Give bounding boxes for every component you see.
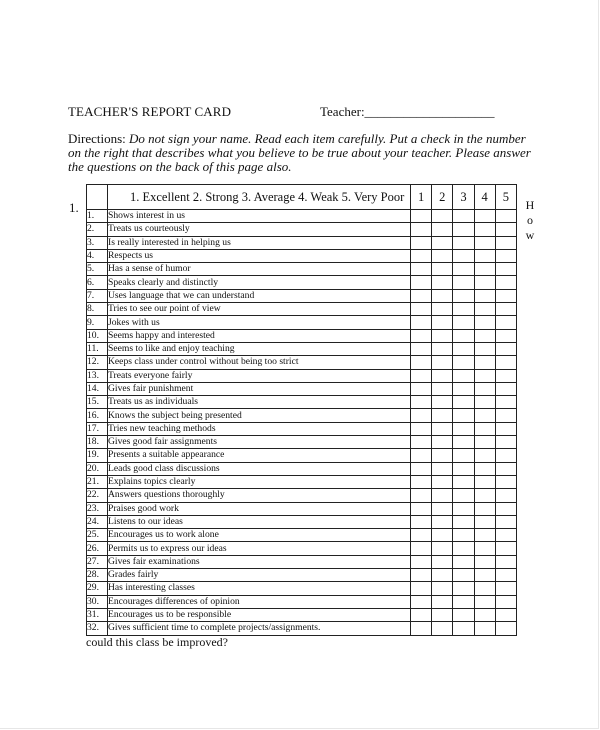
rating-checkbox-cell[interactable]	[411, 263, 432, 276]
item-number: 3.	[87, 236, 108, 249]
rating-checkbox-cell[interactable]	[411, 475, 432, 488]
rating-checkbox-cell[interactable]	[432, 569, 453, 582]
rating-checkbox-cell[interactable]	[495, 422, 516, 435]
item-number: 21.	[87, 475, 108, 488]
item-statement: Gives sufficient time to complete projects/assignments.	[108, 622, 411, 635]
table-row	[87, 529, 517, 542]
item-number: 30.	[87, 595, 108, 608]
rating-checkbox-cell[interactable]	[453, 276, 474, 289]
rating-checkbox-cell[interactable]	[474, 582, 495, 595]
item-statement: Respects us	[108, 249, 411, 262]
rating-checkbox-cell[interactable]	[432, 608, 453, 621]
item-statement: Encourages us to work alone	[108, 529, 411, 542]
rating-checkbox-cell[interactable]	[495, 223, 516, 236]
rating-column-header: 2	[432, 185, 453, 210]
item-number: 24.	[87, 515, 108, 528]
rating-checkbox-cell[interactable]	[495, 369, 516, 382]
rating-checkbox-cell[interactable]	[411, 582, 432, 595]
item-statement: Gives fair punishment	[108, 382, 411, 395]
rating-checkbox-cell[interactable]	[495, 622, 516, 635]
rating-checkbox-cell[interactable]	[474, 595, 495, 608]
rating-checkbox-cell[interactable]	[453, 489, 474, 502]
rating-checkbox-cell[interactable]	[495, 263, 516, 276]
rating-checkbox-cell[interactable]	[411, 289, 432, 302]
rating-checkbox-cell[interactable]	[474, 502, 495, 515]
table-row	[87, 276, 517, 289]
item-statement: Tries new teaching methods	[108, 422, 411, 435]
rating-checkbox-cell[interactable]	[495, 329, 516, 342]
item-number: 2.	[87, 223, 108, 236]
rating-checkbox-cell[interactable]	[411, 529, 432, 542]
rating-table-body	[87, 210, 517, 636]
table-row	[87, 622, 517, 635]
item-statement: Gives good fair assignments	[108, 436, 411, 449]
item-statement: Presents a suitable appearance	[108, 449, 411, 462]
table-row	[87, 555, 517, 568]
rating-checkbox-cell[interactable]	[411, 369, 432, 382]
rating-checkbox-cell[interactable]	[474, 489, 495, 502]
rating-checkbox-cell[interactable]	[453, 236, 474, 249]
rating-checkbox-cell[interactable]	[474, 569, 495, 582]
rating-checkbox-cell[interactable]	[495, 210, 516, 223]
question-number: 1.	[69, 200, 79, 215]
table-row	[87, 475, 517, 488]
rating-checkbox-cell[interactable]	[453, 569, 474, 582]
rating-checkbox-cell[interactable]	[474, 289, 495, 302]
item-number: 17.	[87, 422, 108, 435]
rating-checkbox-cell[interactable]	[474, 555, 495, 568]
rating-checkbox-cell[interactable]	[432, 356, 453, 369]
item-statement: Treats everyone fairly	[108, 369, 411, 382]
rating-checkbox-cell[interactable]	[474, 210, 495, 223]
rating-checkbox-cell[interactable]	[453, 422, 474, 435]
item-number: 16.	[87, 409, 108, 422]
rating-checkbox-cell[interactable]	[495, 555, 516, 568]
table-row	[87, 303, 517, 316]
rating-checkbox-cell[interactable]	[432, 303, 453, 316]
item-statement: Treats us courteously	[108, 223, 411, 236]
item-statement: Is really interested in helping us	[108, 236, 411, 249]
rating-checkbox-cell[interactable]	[453, 342, 474, 355]
rating-checkbox-cell[interactable]	[474, 276, 495, 289]
rating-column-header: 3	[453, 185, 474, 210]
table-row	[87, 223, 517, 236]
rating-checkbox-cell[interactable]	[453, 502, 474, 515]
item-statement: Speaks clearly and distinctly	[108, 276, 411, 289]
rating-checkbox-cell[interactable]	[474, 382, 495, 395]
rating-checkbox-cell[interactable]	[474, 236, 495, 249]
rating-checkbox-cell[interactable]	[474, 316, 495, 329]
item-number: 29.	[87, 582, 108, 595]
rating-checkbox-cell[interactable]	[432, 409, 453, 422]
rating-checkbox-cell[interactable]	[453, 409, 474, 422]
rating-checkbox-cell[interactable]	[495, 236, 516, 249]
item-number: 5.	[87, 263, 108, 276]
side-letter: w	[525, 228, 535, 242]
rating-column-header: 5	[495, 185, 516, 210]
rating-checkbox-cell[interactable]	[411, 515, 432, 528]
rating-checkbox-cell[interactable]	[474, 622, 495, 635]
rating-checkbox-cell[interactable]	[474, 515, 495, 528]
item-statement: Grades fairly	[108, 569, 411, 582]
item-statement: Has a sense of humor	[108, 263, 411, 276]
table-row	[87, 329, 517, 342]
rating-checkbox-cell[interactable]	[453, 263, 474, 276]
rating-checkbox-cell[interactable]	[411, 303, 432, 316]
item-statement: Answers questions thoroughly	[108, 489, 411, 502]
rating-checkbox-cell[interactable]	[411, 555, 432, 568]
item-statement: Seems to like and enjoy teaching	[108, 342, 411, 355]
table-row	[87, 595, 517, 608]
table-row	[87, 289, 517, 302]
rating-checkbox-cell[interactable]	[474, 263, 495, 276]
table-row	[87, 489, 517, 502]
rating-checkbox-cell[interactable]	[411, 608, 432, 621]
report-card-title: TEACHER'S REPORT CARD	[68, 104, 232, 119]
rating-checkbox-cell[interactable]	[495, 542, 516, 555]
rating-checkbox-cell[interactable]	[495, 289, 516, 302]
rating-checkbox-cell[interactable]	[474, 475, 495, 488]
rating-checkbox-cell[interactable]	[474, 369, 495, 382]
rating-checkbox-cell[interactable]	[453, 356, 474, 369]
item-number: 22.	[87, 489, 108, 502]
item-number: 13.	[87, 369, 108, 382]
table-row	[87, 316, 517, 329]
side-letter: o	[527, 213, 533, 227]
rating-checkbox-cell[interactable]	[432, 210, 453, 223]
table-row	[87, 236, 517, 249]
rating-checkbox-cell[interactable]	[432, 489, 453, 502]
side-question-word	[525, 198, 535, 243]
rating-checkbox-cell[interactable]	[453, 595, 474, 608]
rating-checkbox-cell[interactable]	[432, 422, 453, 435]
rating-checkbox-cell[interactable]	[453, 396, 474, 409]
rating-checkbox-cell[interactable]	[453, 515, 474, 528]
item-number: 25.	[87, 529, 108, 542]
table-row	[87, 515, 517, 528]
rating-checkbox-cell[interactable]	[474, 436, 495, 449]
item-statement: Uses language that we can understand	[108, 289, 411, 302]
table-row	[87, 263, 517, 276]
rating-checkbox-cell[interactable]	[411, 396, 432, 409]
item-statement: Encourages us to be responsible	[108, 608, 411, 621]
rating-checkbox-cell[interactable]	[495, 316, 516, 329]
rating-checkbox-cell[interactable]	[495, 595, 516, 608]
item-statement: Permits us to express our ideas	[108, 542, 411, 555]
rating-checkbox-cell[interactable]	[411, 569, 432, 582]
item-number: 31.	[87, 608, 108, 621]
rating-checkbox-cell[interactable]	[432, 436, 453, 449]
rating-checkbox-cell[interactable]	[432, 515, 453, 528]
improvement-question: could this class be improved?	[86, 635, 228, 649]
rating-checkbox-cell[interactable]	[411, 316, 432, 329]
rating-checkbox-cell[interactable]	[432, 529, 453, 542]
table-row	[87, 582, 517, 595]
item-number: 32.	[87, 622, 108, 635]
rating-checkbox-cell[interactable]	[432, 449, 453, 462]
item-statement: Explains topics clearly	[108, 475, 411, 488]
rating-checkbox-cell[interactable]	[474, 409, 495, 422]
rating-checkbox-cell[interactable]	[411, 595, 432, 608]
table-row	[87, 356, 517, 369]
table-row	[87, 422, 517, 435]
item-statement: Knows the subject being presented	[108, 409, 411, 422]
item-number: 23.	[87, 502, 108, 515]
table-row	[87, 409, 517, 422]
item-statement: Tries to see our point of view	[108, 303, 411, 316]
rating-checkbox-cell[interactable]	[495, 529, 516, 542]
rating-checkbox-cell[interactable]	[495, 515, 516, 528]
rating-checkbox-cell[interactable]	[411, 329, 432, 342]
item-number: 7.	[87, 289, 108, 302]
rating-checkbox-cell[interactable]	[453, 303, 474, 316]
item-statement: Gives fair examinations	[108, 555, 411, 568]
rating-checkbox-cell[interactable]	[495, 449, 516, 462]
rating-checkbox-cell[interactable]	[474, 449, 495, 462]
rating-checkbox-cell[interactable]	[432, 382, 453, 395]
rating-table	[86, 184, 517, 636]
rating-checkbox-cell[interactable]	[453, 555, 474, 568]
rating-checkbox-cell[interactable]	[432, 223, 453, 236]
item-statement: Shows interest in us	[108, 210, 411, 223]
rating-column-header: 1	[411, 185, 432, 210]
item-statement: Leads good class discussions	[108, 462, 411, 475]
rating-checkbox-cell[interactable]	[432, 582, 453, 595]
table-row	[87, 502, 517, 515]
directions-lead: Directions:	[68, 131, 130, 146]
rating-checkbox-cell[interactable]	[474, 542, 495, 555]
rating-checkbox-cell[interactable]	[432, 502, 453, 515]
rating-checkbox-cell[interactable]	[432, 555, 453, 568]
rating-checkbox-cell[interactable]	[474, 329, 495, 342]
side-letter: H	[525, 198, 535, 212]
rating-checkbox-cell[interactable]	[474, 249, 495, 262]
table-row	[87, 342, 517, 355]
rating-checkbox-cell[interactable]	[474, 396, 495, 409]
rating-checkbox-cell[interactable]	[432, 542, 453, 555]
rating-checkbox-cell[interactable]	[411, 436, 432, 449]
rating-checkbox-cell[interactable]	[495, 249, 516, 262]
rating-checkbox-cell[interactable]	[453, 449, 474, 462]
rating-checkbox-cell[interactable]	[432, 369, 453, 382]
item-number: 10.	[87, 329, 108, 342]
rating-checkbox-cell[interactable]	[495, 475, 516, 488]
item-number: 4.	[87, 249, 108, 262]
rating-checkbox-cell[interactable]	[432, 316, 453, 329]
item-number: 8.	[87, 303, 108, 316]
table-row	[87, 608, 517, 621]
rating-checkbox-cell[interactable]	[411, 342, 432, 355]
rating-checkbox-cell[interactable]	[411, 382, 432, 395]
rating-checkbox-cell[interactable]	[474, 356, 495, 369]
directions-text: Do not sign your name. Read each item carefully. Put a check in the number on the right that describes what you believe to be true about your teacher. Please answer the questions on the back of this page also.	[68, 131, 531, 174]
rating-checkbox-cell[interactable]	[411, 422, 432, 435]
rating-checkbox-cell[interactable]	[411, 409, 432, 422]
rating-checkbox-cell[interactable]	[411, 249, 432, 262]
item-statement: Has interesting classes	[108, 582, 411, 595]
rating-checkbox-cell[interactable]	[411, 622, 432, 635]
rating-checkbox-cell[interactable]	[432, 462, 453, 475]
rating-checkbox-cell[interactable]	[453, 382, 474, 395]
rating-checkbox-cell[interactable]	[411, 276, 432, 289]
rating-checkbox-cell[interactable]	[495, 276, 516, 289]
item-number: 15.	[87, 396, 108, 409]
rating-checkbox-cell[interactable]	[495, 409, 516, 422]
table-row	[87, 436, 517, 449]
item-number: 26.	[87, 542, 108, 555]
rating-checkbox-cell[interactable]	[495, 569, 516, 582]
item-statement: Keeps class under control without being too strict	[108, 356, 411, 369]
header-blank-cell	[87, 185, 108, 210]
item-number: 27.	[87, 555, 108, 568]
rating-checkbox-cell[interactable]	[411, 489, 432, 502]
rating-checkbox-cell[interactable]	[453, 210, 474, 223]
item-statement: Jokes with us	[108, 316, 411, 329]
rating-checkbox-cell[interactable]	[453, 529, 474, 542]
rating-checkbox-cell[interactable]	[453, 223, 474, 236]
rating-checkbox-cell[interactable]	[411, 210, 432, 223]
rating-checkbox-cell[interactable]	[474, 422, 495, 435]
item-statement: Seems happy and interested	[108, 329, 411, 342]
item-number: 6.	[87, 276, 108, 289]
rating-checkbox-cell[interactable]	[495, 436, 516, 449]
rating-checkbox-cell[interactable]	[474, 342, 495, 355]
table-row	[87, 462, 517, 475]
rating-scale-label: 1. Excellent 2. Strong 3. Average 4. Weak 5. Very Poor	[108, 185, 411, 210]
item-number: 20.	[87, 462, 108, 475]
item-number: 28.	[87, 569, 108, 582]
rating-checkbox-cell[interactable]	[453, 329, 474, 342]
rating-checkbox-cell[interactable]	[432, 249, 453, 262]
rating-checkbox-cell[interactable]	[495, 396, 516, 409]
rating-checkbox-cell[interactable]	[453, 582, 474, 595]
table-row	[87, 542, 517, 555]
rating-checkbox-cell[interactable]	[495, 356, 516, 369]
rating-checkbox-cell[interactable]	[495, 582, 516, 595]
item-number: 14.	[87, 382, 108, 395]
rating-checkbox-cell[interactable]	[453, 542, 474, 555]
rating-checkbox-cell[interactable]	[432, 475, 453, 488]
rating-checkbox-cell[interactable]	[432, 396, 453, 409]
table-header-row	[87, 185, 517, 210]
rating-checkbox-cell[interactable]	[432, 236, 453, 249]
rating-checkbox-cell[interactable]	[432, 342, 453, 355]
rating-checkbox-cell[interactable]	[432, 263, 453, 276]
rating-checkbox-cell[interactable]	[432, 329, 453, 342]
rating-checkbox-cell[interactable]	[411, 223, 432, 236]
rating-column-header: 4	[474, 185, 495, 210]
rating-checkbox-cell[interactable]	[453, 622, 474, 635]
rating-checkbox-cell[interactable]	[411, 542, 432, 555]
item-statement: Praises good work	[108, 502, 411, 515]
item-number: 11.	[87, 342, 108, 355]
teacher-name-field[interactable]: Teacher:____________________	[320, 104, 495, 119]
rating-checkbox-cell[interactable]	[411, 502, 432, 515]
rating-checkbox-cell[interactable]	[432, 276, 453, 289]
rating-checkbox-cell[interactable]	[453, 289, 474, 302]
table-row	[87, 449, 517, 462]
item-statement: Treats us as individuals	[108, 396, 411, 409]
directions-paragraph	[68, 132, 538, 174]
item-statement: Encourages differences of opinion	[108, 595, 411, 608]
item-statement: Listens to our ideas	[108, 515, 411, 528]
rating-checkbox-cell[interactable]	[495, 462, 516, 475]
rating-checkbox-cell[interactable]	[474, 608, 495, 621]
table-row	[87, 369, 517, 382]
rating-checkbox-cell[interactable]	[453, 369, 474, 382]
rating-checkbox-cell[interactable]	[432, 622, 453, 635]
item-number: 19.	[87, 449, 108, 462]
rating-checkbox-cell[interactable]	[411, 356, 432, 369]
table-row	[87, 396, 517, 409]
rating-checkbox-cell[interactable]	[411, 236, 432, 249]
rating-checkbox-cell[interactable]	[495, 502, 516, 515]
rating-checkbox-cell[interactable]	[495, 303, 516, 316]
rating-checkbox-cell[interactable]	[495, 382, 516, 395]
rating-checkbox-cell[interactable]	[474, 223, 495, 236]
table-row	[87, 210, 517, 223]
table-row	[87, 569, 517, 582]
table-row	[87, 382, 517, 395]
item-number: 9.	[87, 316, 108, 329]
rating-checkbox-cell[interactable]	[474, 303, 495, 316]
rating-checkbox-cell[interactable]	[474, 462, 495, 475]
rating-checkbox-cell[interactable]	[453, 462, 474, 475]
rating-checkbox-cell[interactable]	[453, 249, 474, 262]
rating-checkbox-cell[interactable]	[474, 529, 495, 542]
rating-checkbox-cell[interactable]	[453, 316, 474, 329]
item-number: 18.	[87, 436, 108, 449]
rating-checkbox-cell[interactable]	[495, 342, 516, 355]
rating-checkbox-cell[interactable]	[453, 436, 474, 449]
rating-checkbox-cell[interactable]	[432, 595, 453, 608]
rating-checkbox-cell[interactable]	[495, 608, 516, 621]
rating-checkbox-cell[interactable]	[495, 489, 516, 502]
rating-checkbox-cell[interactable]	[411, 462, 432, 475]
item-number: 1.	[87, 210, 108, 223]
item-number: 12.	[87, 356, 108, 369]
rating-checkbox-cell[interactable]	[411, 449, 432, 462]
table-row	[87, 249, 517, 262]
rating-checkbox-cell[interactable]	[432, 289, 453, 302]
rating-checkbox-cell[interactable]	[453, 608, 474, 621]
rating-checkbox-cell[interactable]	[453, 475, 474, 488]
